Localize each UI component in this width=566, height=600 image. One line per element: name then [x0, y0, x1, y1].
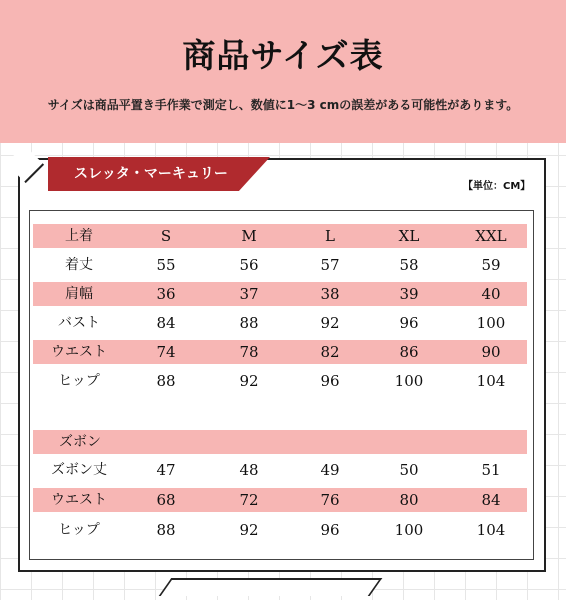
table-cell: 88: [156, 372, 176, 390]
table-cell: 100: [394, 521, 424, 539]
frame-corner-notch: [6, 145, 44, 183]
table-cell: 96: [320, 372, 340, 390]
table-cell: 78: [239, 343, 259, 361]
table-row: [33, 369, 527, 393]
row-label: 肩幅: [65, 286, 93, 302]
table-cell: 39: [399, 285, 419, 303]
frame-bottom-tab: [159, 578, 383, 596]
table-cell: 104: [476, 521, 506, 539]
row-label: ヒップ: [58, 373, 100, 389]
table-cell: 68: [156, 491, 176, 509]
unit-note: 【単位：CM】: [463, 181, 531, 192]
tops-header-label: 上着: [65, 228, 93, 244]
table-cell: 56: [239, 256, 259, 274]
page-title: 商品サイズ表: [182, 36, 384, 75]
row-label: ウエスト: [51, 344, 107, 360]
table-cell: 88: [156, 521, 176, 539]
pants-header-row: [33, 430, 527, 454]
size-header-xl: XL: [398, 227, 420, 245]
table-cell: 92: [239, 372, 259, 390]
table-cell: 82: [320, 343, 340, 361]
size-header-s: S: [160, 227, 172, 245]
table-cell: 80: [399, 491, 419, 509]
row-label: 着丈: [65, 257, 93, 273]
table-cell: 50: [399, 461, 419, 479]
header-banner: [0, 0, 566, 143]
table-cell: 37: [239, 285, 259, 303]
table-cell: 96: [320, 521, 340, 539]
table-row: [33, 340, 527, 364]
table-cell: 57: [320, 256, 340, 274]
table-cell: 96: [399, 314, 419, 332]
row-label: ウエスト: [51, 492, 107, 508]
table-cell: 86: [399, 343, 419, 361]
table-row: [33, 488, 527, 512]
table-cell: 49: [320, 461, 340, 479]
table-cell: 74: [156, 343, 176, 361]
table-row: [33, 253, 527, 277]
table-cell: 58: [399, 256, 419, 274]
table-cell: 84: [481, 491, 501, 509]
table-cell: 104: [476, 372, 506, 390]
product-tag-label: スレッタ・マーキュリー: [74, 166, 228, 182]
table-cell: 48: [239, 461, 259, 479]
table-row: [33, 311, 527, 335]
size-header-xxl: XXL: [475, 227, 507, 245]
table-cell: 100: [394, 372, 424, 390]
table-row: [33, 518, 527, 542]
table-row: [33, 458, 527, 482]
table-cell: 92: [320, 314, 340, 332]
table-row: [33, 282, 527, 306]
table-cell: 90: [481, 343, 501, 361]
table-cell: 55: [156, 256, 176, 274]
row-label: ヒップ: [58, 522, 100, 538]
table-cell: 88: [239, 314, 259, 332]
tops-header-row: [33, 224, 527, 248]
measurement-note: サイズは商品平置き手作業で測定し、数値に1～3 cmの誤差がある可能性があります。: [47, 98, 519, 112]
table-cell: 100: [476, 314, 506, 332]
size-header-m: M: [241, 227, 257, 245]
size-header-l: L: [325, 227, 335, 245]
pants-header-label: ズボン: [59, 434, 101, 450]
table-cell: 76: [320, 491, 340, 509]
table-cell: 47: [156, 461, 176, 479]
table-cell: 59: [481, 256, 501, 274]
table-cell: 40: [481, 285, 501, 303]
table-cell: 51: [481, 461, 501, 479]
table-cell: 84: [156, 314, 176, 332]
table-cell: 36: [156, 285, 176, 303]
table-cell: 38: [320, 285, 340, 303]
row-label: バスト: [58, 315, 100, 331]
table-cell: 92: [239, 521, 259, 539]
row-label: ズボン丈: [51, 462, 107, 478]
table-cell: 72: [239, 491, 259, 509]
